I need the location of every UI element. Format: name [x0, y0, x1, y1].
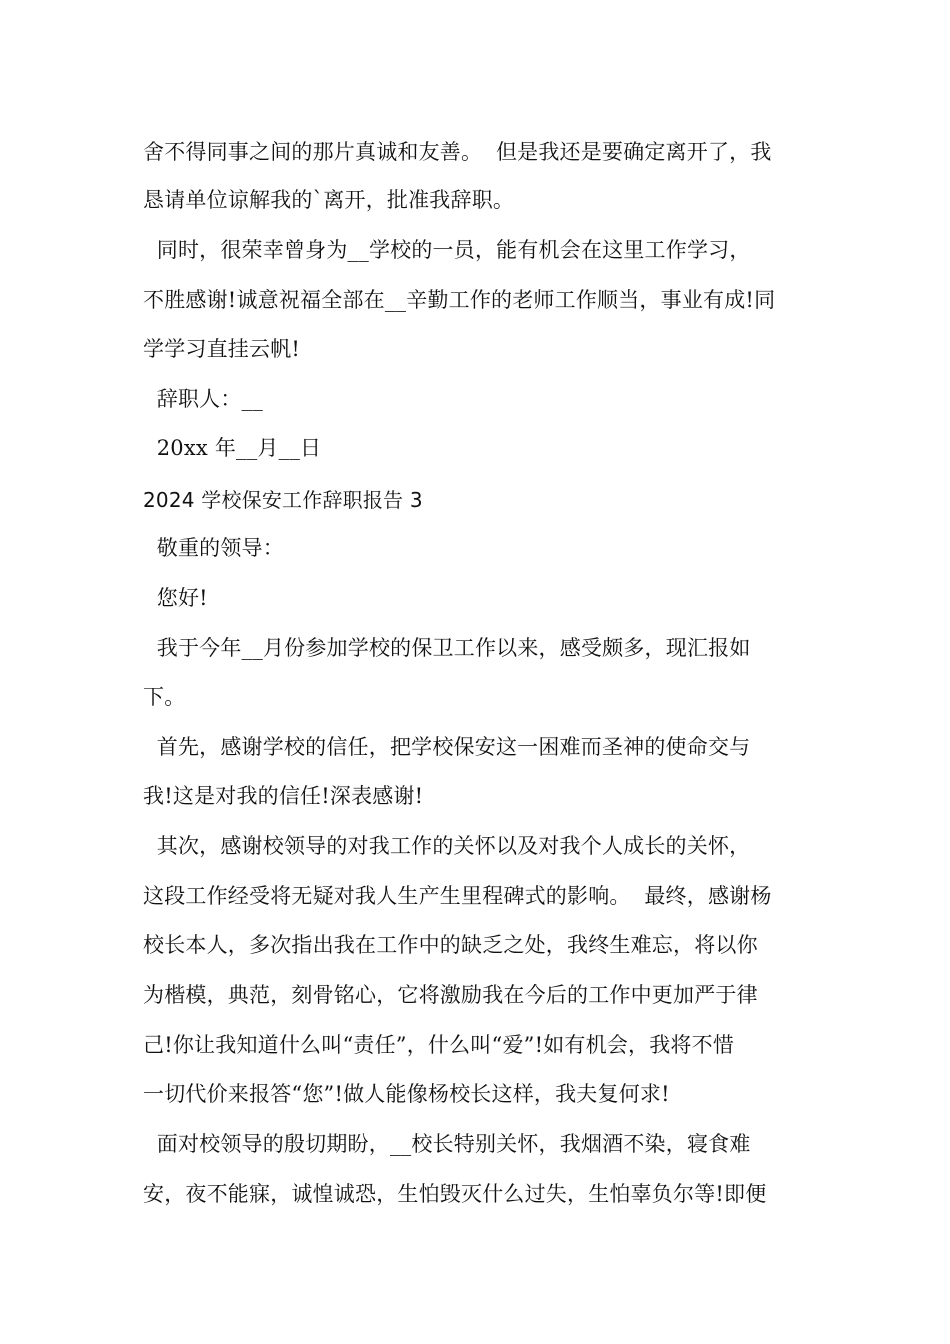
paragraph-line: 安，夜不能寐，诚惶诚恐，生怕毁灭什么过失，生怕辜负尔等!即便: [143, 1182, 767, 1206]
paragraph-line: 面对校领导的殷切期盼，__校长特别关怀，我烟酒不染，寝食难: [143, 1132, 751, 1156]
greeting-line: 您好!: [143, 586, 208, 610]
paragraph-line: 我于今年__月份参加学校的保卫工作以来，感受颇多，现汇报如: [143, 636, 751, 660]
paragraph-line: 下。: [143, 685, 186, 709]
signature-line: 辞职人：__: [143, 387, 263, 411]
paragraph-line: 同时，很荣幸曾身为__学校的一员，能有机会在这里工作学习，: [143, 238, 751, 262]
salutation-line: 敬重的领导：: [143, 536, 284, 560]
paragraph-line: 首先，感谢学校的信任，把学校保安这一困难而圣神的使命交与: [143, 735, 751, 759]
paragraph-line: 舍不得同事之间的那片真诚和友善。 但是我还是要确定离开了，我: [143, 140, 772, 164]
paragraph-line: 恳请单位谅解我的`离开，批准我辞职。: [143, 188, 515, 212]
paragraph-line: 己!你让我知道什么叫“责任”，什么叫“爱”!如有机会，我将不惜: [143, 1033, 735, 1057]
paragraph-line: 为楷模，典范，刻骨铭心，它将激励我在今后的工作中更加严于律: [143, 983, 758, 1007]
paragraph-line: 这段工作经受将无疑对我人生产生里程碑式的影响。 最终，感谢杨: [143, 884, 772, 908]
paragraph-line: 其次，感谢校领导的对我工作的关怀以及对我个人成长的关怀，: [143, 834, 751, 858]
paragraph-line: 我!这是对我的信任!深表感谢!: [143, 784, 424, 808]
section-heading: 2024 学校保安工作辞职报告 3: [143, 488, 423, 512]
paragraph-line: 不胜感谢!诚意祝福全部在__辛勤工作的老师工作顺当，事业有成!同: [143, 288, 776, 312]
date-line: 20xx 年__月__日: [143, 436, 322, 460]
paragraph-line: 校长本人，多次指出我在工作中的缺乏之处，我终生难忘，将以你: [143, 933, 758, 957]
paragraph-line: 学学习直挂云帆!: [143, 337, 301, 361]
paragraph-line: 一切代价来报答“您”!做人能像杨校长这样，我夫复何求!: [143, 1082, 670, 1106]
